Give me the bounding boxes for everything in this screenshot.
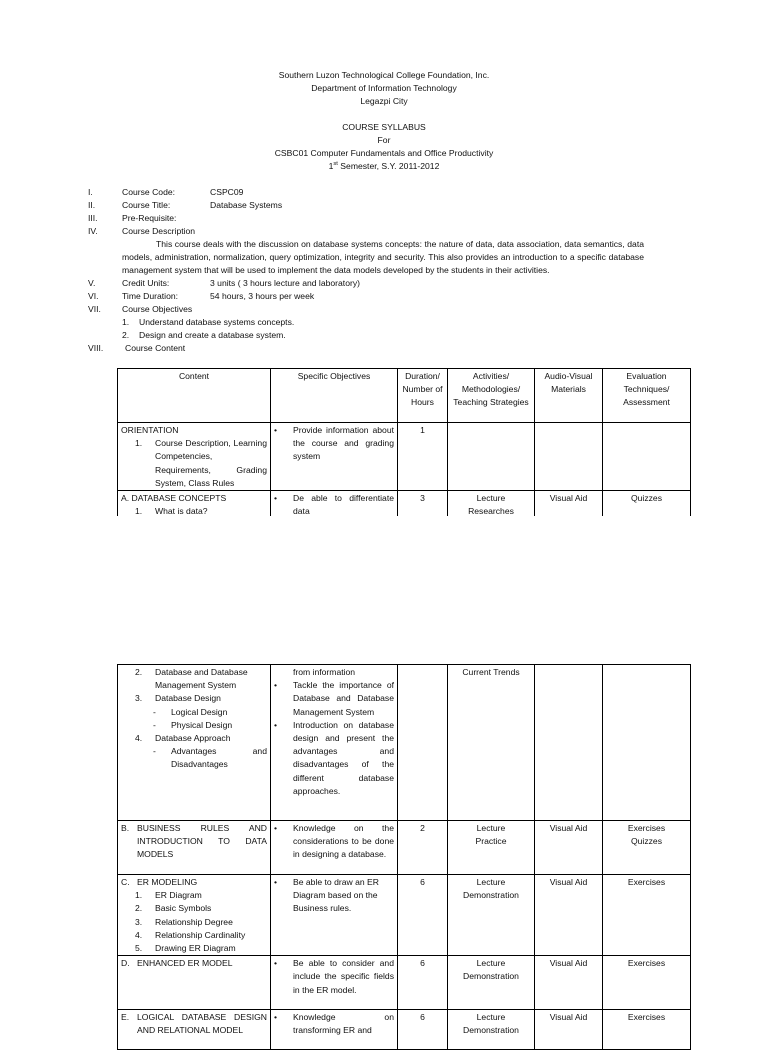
- college-name: Southern Luzon Technological College Foundation, Inc.: [278, 70, 490, 80]
- orientation-item-number: 1.: [135, 438, 143, 449]
- course-title-value: Database Systems: [210, 200, 283, 210]
- semester-year: Semester, S.Y. 2011-2012: [337, 161, 440, 171]
- enhanced-er-activity-2: Demonstration: [463, 971, 519, 982]
- header-duration: Duration/ Number of Hours: [398, 369, 448, 423]
- concepts-continued-hours: [398, 665, 448, 821]
- course-content-label: Course Content: [125, 343, 186, 353]
- concepts-item-3: [135, 692, 267, 705]
- header-specific-objectives: Specific Objectives: [271, 369, 398, 423]
- city-name: Legazpi City: [360, 96, 408, 106]
- logical-design-objectives: [271, 1010, 398, 1050]
- concepts-continued-content: [118, 665, 271, 821]
- course-code-label: Course Code:: [122, 187, 176, 197]
- business-rules-letter: B.: [121, 823, 130, 833]
- er-modeling-materials: Visual Aid: [535, 875, 603, 956]
- logical-design-activity-2: Demonstration: [463, 1025, 519, 1036]
- enhanced-er-title: ENHANCED ER MODEL: [137, 958, 233, 969]
- time-duration-label: Time Duration:: [122, 291, 179, 301]
- header-activities: Activities/ Methodologies/ Teaching Strategies: [448, 369, 535, 423]
- business-rules-title: BUSINESS RULES AND INTRODUCTION TO DATA MODELS: [137, 823, 267, 860]
- er-item-2-number: 2.: [135, 903, 143, 914]
- section-number-v: V.: [88, 278, 96, 288]
- er-item-4-text: Relationship Cardinality: [155, 929, 246, 940]
- orientation-item-text: Course Description, Learning Competencies, Requirements, Grading System, Class Rules: [155, 438, 267, 488]
- concepts-evaluation: Quizzes: [603, 491, 691, 519]
- concepts-item-4-number: 4.: [135, 733, 143, 744]
- concepts-item-4-text: Database Approach: [155, 733, 231, 744]
- enhanced-er-activity-1: Lecture: [476, 958, 506, 969]
- er-item-1-text: ER Diagram: [155, 890, 202, 901]
- er-modeling-topic: [121, 876, 267, 889]
- er-item-3-text: Relationship Degree: [155, 916, 233, 927]
- concepts-item-3-text: Database Design: [155, 693, 221, 704]
- logical-design-objective: • Knowledge on transforming ER and: [274, 1011, 394, 1037]
- orientation-objectives: [271, 423, 398, 491]
- business-rules-evaluation-2: Quizzes: [630, 836, 663, 847]
- orientation-title: ORIENTATION: [121, 425, 179, 435]
- objective-1-number: 1.: [122, 317, 130, 327]
- concepts-objective-2: • Tackle the importance of Database and Database Management System: [274, 679, 394, 719]
- enhanced-er-materials: Visual Aid: [535, 956, 603, 1010]
- logical-design-letter: E.: [121, 1012, 130, 1023]
- orientation-hours: 1: [398, 423, 448, 491]
- orientation-item: [135, 437, 267, 490]
- concepts-subitem-physical: - Physical Design: [135, 719, 267, 732]
- objective-2-number: 2.: [122, 330, 130, 340]
- semester-number: 1: [328, 161, 334, 171]
- concepts-subitem-advantages: - Advantages and Disadvantages: [135, 745, 267, 771]
- concepts-activity-2: Researches: [468, 506, 514, 517]
- header-content: Content: [118, 369, 271, 423]
- business-rules-evaluation-1: Exercises: [627, 823, 666, 833]
- er-item-4: [135, 929, 267, 942]
- er-modeling-letter: C.: [121, 877, 130, 887]
- semester-suffix: st: [333, 161, 338, 168]
- logical-design-topic: [121, 1011, 267, 1037]
- concepts-item-2: [135, 666, 267, 692]
- concepts-objective: • De able to differentiate data: [274, 492, 394, 518]
- orientation-materials: [535, 423, 603, 491]
- business-rules-materials: Visual Aid: [535, 821, 603, 875]
- section-number-vi: VI.: [88, 291, 99, 301]
- section-number-vii: VII.: [88, 304, 101, 314]
- concepts-materials: Visual Aid: [535, 491, 603, 519]
- credit-units-value: 3 units ( 3 hours lecture and laboratory): [210, 278, 360, 288]
- enhanced-er-objective: • Be able to consider and include the specific fields in the ER model.: [274, 957, 394, 997]
- concepts-objective-3: • Introduction on database design and present the advantages and disadvantages of the different database approaches.: [274, 719, 394, 798]
- syllabus-for: For: [377, 135, 391, 145]
- er-item-3: [135, 916, 267, 929]
- enhanced-er-letter: D.: [121, 958, 130, 969]
- syllabus-title: COURSE SYLLABUS: [342, 122, 426, 132]
- orientation-evaluation: [603, 423, 691, 491]
- er-item-1-number: 1.: [135, 890, 143, 901]
- objective-1-text: Understand database systems concepts.: [139, 317, 295, 327]
- business-rules-content: [118, 821, 271, 875]
- concepts-hours: 3: [398, 491, 448, 519]
- course-description-label: Course Description: [122, 226, 196, 236]
- concepts-content: [118, 491, 271, 519]
- concepts-continued-evaluation: [603, 665, 691, 821]
- concepts-item-2-number: 2.: [135, 667, 143, 677]
- table-row: [118, 1010, 691, 1050]
- enhanced-er-content: [118, 956, 271, 1010]
- logical-design-content: [118, 1010, 271, 1050]
- concepts-objectives: [271, 491, 398, 519]
- department-name: Department of Information Technology: [311, 83, 457, 93]
- course-code-value: CSPC09: [210, 187, 244, 197]
- er-modeling-content: [118, 875, 271, 956]
- section-number-iii: III.: [88, 213, 98, 223]
- er-item-5-number: 5.: [135, 943, 143, 954]
- enhanced-er-topic: [121, 957, 267, 970]
- section-number-iv: IV.: [88, 226, 98, 236]
- er-item-2: [135, 902, 267, 915]
- section-number-i: I.: [88, 187, 93, 197]
- table-row: [118, 956, 691, 1010]
- business-rules-activities: [448, 821, 535, 875]
- page-break-gap: [0, 516, 768, 664]
- prerequisite-label: Pre-Requisite:: [122, 213, 177, 223]
- table-row: [118, 491, 691, 519]
- business-rules-evaluation: [603, 821, 691, 875]
- section-number-ii: II.: [88, 200, 96, 210]
- er-item-5: [135, 942, 267, 955]
- er-modeling-title: ER MODELING: [137, 877, 198, 887]
- business-rules-objectives: [271, 821, 398, 875]
- business-rules-topic: [121, 822, 267, 862]
- time-duration-value: 54 hours, 3 hours per week: [210, 291, 315, 301]
- enhanced-er-hours: 6: [398, 956, 448, 1010]
- business-rules-activity-1: Lecture: [476, 823, 506, 833]
- table-row: [118, 423, 691, 491]
- course-title-label: Course Title:: [122, 200, 171, 210]
- header-audio-visual: Audio-Visual Materials: [535, 369, 603, 423]
- enhanced-er-evaluation: Exercises: [603, 956, 691, 1010]
- er-modeling-objectives: [271, 875, 398, 956]
- business-rules-hours: 2: [398, 821, 448, 875]
- er-modeling-evaluation: Exercises: [603, 875, 691, 956]
- course-description-text: This course deals with the discussion on database systems concepts: the nature of data, data association, data semantics, data models, administration, normalization, query optimization, integrity and security. This also provides an introduction to a specific database management system that will be used to implement the data models developed by the students in their activities.: [122, 239, 644, 275]
- orientation-objective: • Provide information about the course and grading system: [274, 424, 394, 464]
- er-item-3-number: 3.: [135, 916, 143, 927]
- business-rules-objective: • Knowledge on the considerations to be done in designing a database.: [274, 822, 394, 862]
- table-header-row: [118, 369, 691, 423]
- logical-design-hours: 6: [398, 1010, 448, 1050]
- er-item-1: [135, 889, 267, 902]
- concepts-objective-continued: from information: [293, 667, 356, 677]
- concepts-item-text: What is data?: [155, 506, 208, 517]
- orientation-content: [118, 423, 271, 491]
- concepts-item-number: 1.: [135, 506, 143, 517]
- concepts-activities: [448, 491, 535, 519]
- course-objectives-label: Course Objectives: [122, 304, 193, 314]
- logical-design-evaluation: Exercises: [603, 1010, 691, 1050]
- logical-design-materials: Visual Aid: [535, 1010, 603, 1050]
- concepts-continued-objectives: [271, 665, 398, 821]
- er-modeling-hours: 6: [398, 875, 448, 956]
- objective-2-text: Design and create a database system.: [139, 330, 286, 340]
- concepts-subitem-logical: - Logical Design: [135, 706, 267, 719]
- program-course: CSBC01 Computer Fundamentals and Office Productivity: [274, 148, 494, 158]
- enhanced-er-objectives: [271, 956, 398, 1010]
- logical-design-activity-1: Lecture: [476, 1012, 506, 1023]
- course-content-table-page-2: [117, 664, 691, 1050]
- orientation-activities: [448, 423, 535, 491]
- er-item-2-text: Basic Symbols: [155, 903, 212, 914]
- er-item-5-text: Drawing ER Diagram: [155, 943, 236, 954]
- table-row: [118, 821, 691, 875]
- er-modeling-objective: • Be able to draw an ER Diagram based on the Business rules.: [274, 876, 394, 916]
- concepts-item-2-text: Database and Database Management System: [155, 667, 248, 691]
- enhanced-er-activities: [448, 956, 535, 1010]
- credit-units-label: Credit Units:: [122, 278, 170, 288]
- table-row: [118, 665, 691, 821]
- concepts-continued-activity: Current Trends: [448, 665, 535, 821]
- concepts-continued-materials: [535, 665, 603, 821]
- table-row: [118, 875, 691, 956]
- section-number-viii: VIII.: [88, 343, 104, 353]
- logical-design-activities: [448, 1010, 535, 1050]
- concepts-title: A. DATABASE CONCEPTS: [121, 493, 227, 504]
- concepts-item-3-number: 3.: [135, 693, 143, 704]
- er-item-4-number: 4.: [135, 929, 143, 940]
- concepts-activity-1: Lecture: [476, 493, 506, 504]
- header-evaluation: Evaluation Techniques/ Assessment: [603, 369, 691, 423]
- business-rules-activity-2: Practice: [475, 836, 507, 847]
- semester-line: [0, 160, 768, 173]
- er-modeling-activity-1: Lecture: [476, 877, 506, 887]
- course-content-table-page-1: [117, 368, 691, 519]
- er-modeling-activity-2: Demonstration: [463, 890, 519, 901]
- logical-design-title: LOGICAL DATABASE DESIGN AND RELATIONAL MODEL: [137, 1012, 267, 1036]
- concepts-item-4: [135, 732, 267, 745]
- er-modeling-activities: [448, 875, 535, 956]
